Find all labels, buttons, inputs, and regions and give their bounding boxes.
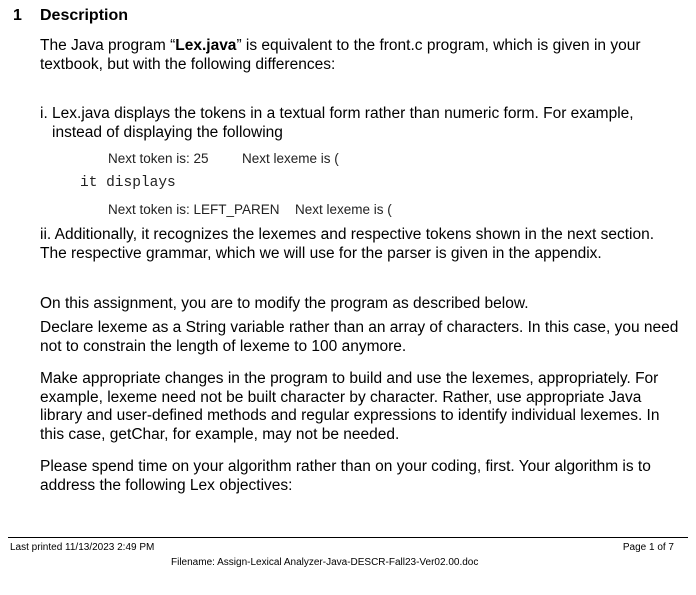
section-number: 1 (13, 7, 22, 24)
assignment-paragraph: On this assignment, you are to modify the program as described below. (40, 295, 529, 312)
item-ii-paragraph: ii. Additionally, it recognizes the lexemes and respective tokens shown in the next section. The respective grammar, which we will use for the parser is given in the appendix. (40, 226, 655, 262)
item-i-line1: i. Lex.java displays the tokens in a textual form rather than numeric form. For example, (40, 105, 634, 122)
footer-filename: Filename: Assign-Lexical Analyzer-Java-DESCR-Fall23-Ver02.00.doc (171, 557, 479, 568)
changes-paragraph: Make appropriate changes in the program to build and use the lexemes, appropriately. For example, lexeme need not be built character by character. Rather, use appropriate Java library and user-defined methods and regular expressions to identify individual lexemes. In this case, getChar, for example, may not be needed. (40, 370, 660, 443)
section-title: Description (40, 7, 129, 24)
item-i-line2: instead of displaying the following (52, 124, 283, 141)
footer-last-printed: Last printed 11/13/2023 2:49 PM (10, 542, 155, 553)
example1-lexeme: Next lexeme is ( (242, 151, 339, 166)
intro-bold-filename: Lex.java (175, 37, 237, 54)
spend-time-paragraph: Please spend time on your algorithm rather than on your coding, first. Your algorithm is to address the following Lex objectives: (40, 458, 651, 494)
example2-token: Next token is: LEFT_PAREN (108, 202, 280, 217)
example2-lexeme: Next lexeme is ( (295, 202, 392, 217)
intro-pre: The Java program “ (40, 37, 176, 54)
intro-paragraph (40, 37, 680, 74)
intro-post: ” is equivalent to the front.c program, which is given in your textbook, but with the following differences: (40, 37, 641, 73)
footer-divider (8, 537, 688, 538)
example1-token: Next token is: 25 (108, 151, 209, 166)
footer-page-number: Page 1 of 7 (622, 542, 674, 553)
declare-lexeme-paragraph: Declare lexeme as a String variable rather than an array of characters. In this case, you need not to constrain the length of lexeme to 100 anymore. (40, 319, 679, 355)
it-displays-text: it displays (80, 175, 176, 191)
